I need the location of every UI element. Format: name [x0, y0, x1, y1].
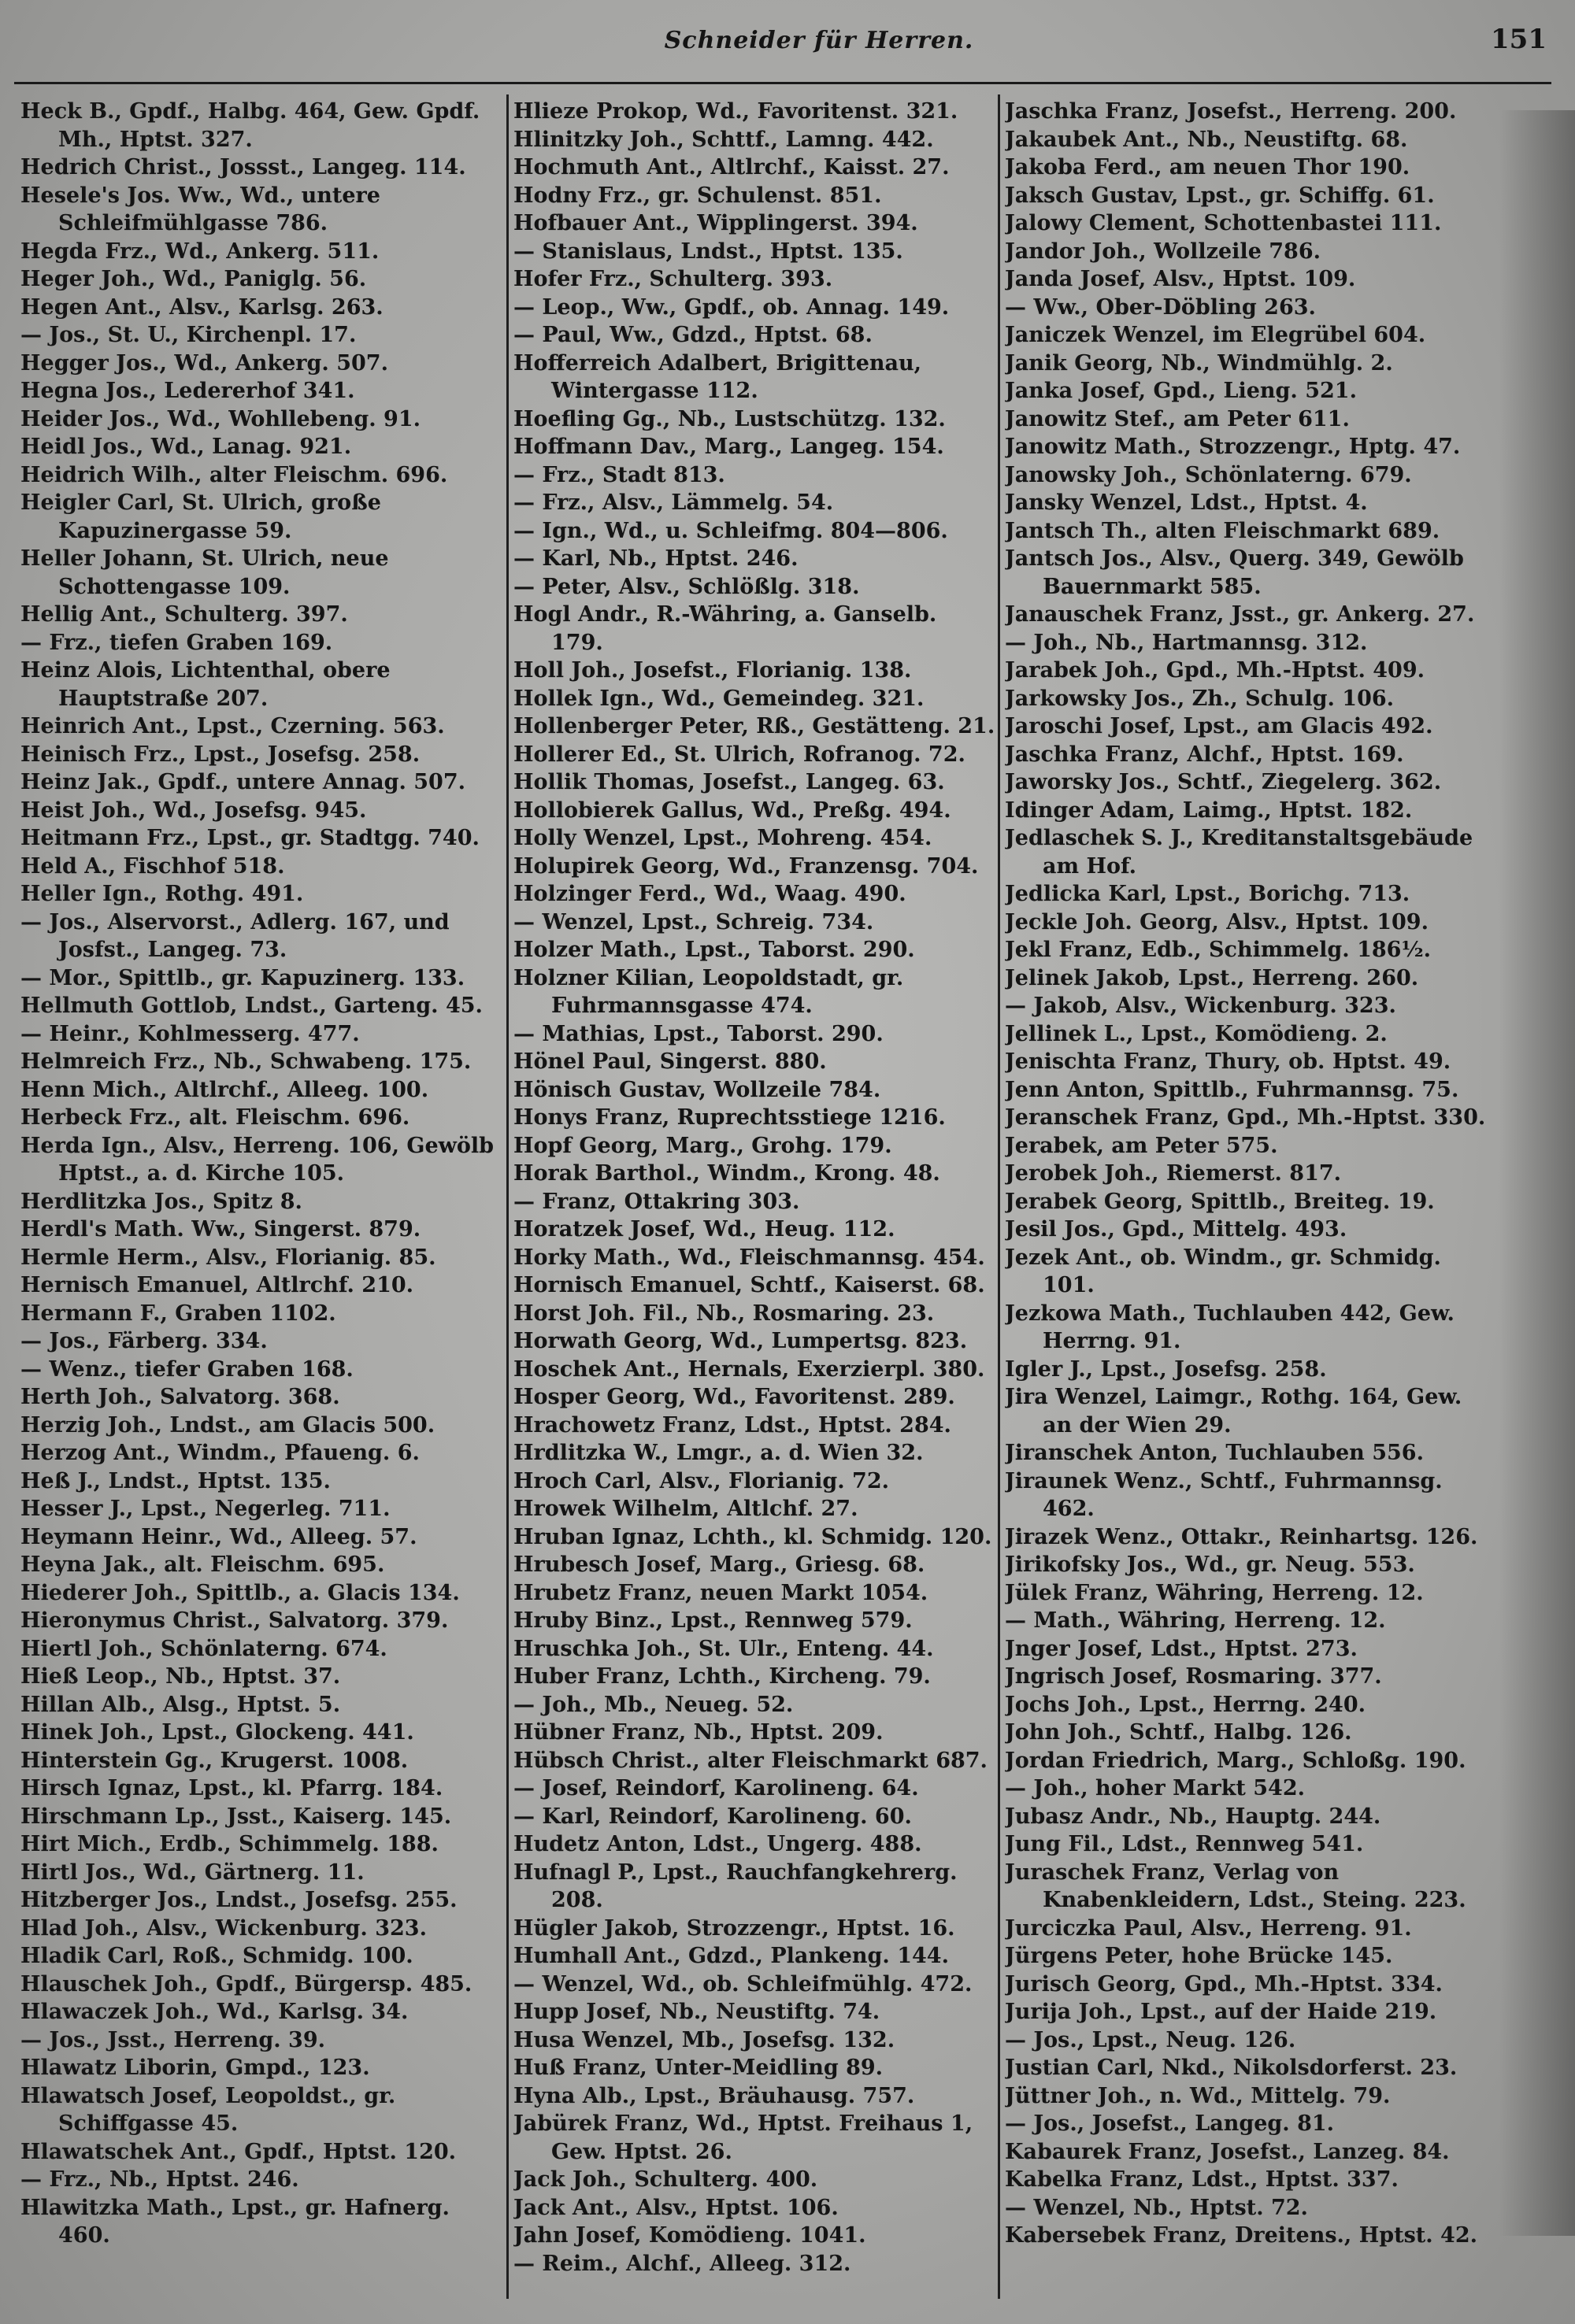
directory-entry: Jeckle Joh. Georg, Alsv., Hptst. 109.	[1005, 909, 1429, 934]
directory-entry: — Jakob, Alsv., Wickenburg. 323.	[1005, 994, 1396, 1018]
directory-entry: Jirikofsky Jos., Wd., gr. Neug. 553.	[1005, 1552, 1415, 1577]
directory-entry: Hofferreich Adalbert, Brigittenau, Wintergasse 112.	[513, 350, 922, 403]
directory-entry: Henn Mich., Altlrchf., Alleeg. 100.	[20, 1077, 429, 1102]
directory-entry: Hügler Jakob, Strozzengr., Hptst. 16.	[513, 1915, 955, 1941]
directory-entry: Holupirek Georg, Wd., Franzensg. 704.	[513, 853, 979, 879]
directory-entry: Hieronymus Christ., Salvatorg. 379.	[20, 1608, 449, 1633]
directory-entry: — Joh., Nb., Hartmannsg. 312.	[1005, 630, 1368, 655]
directory-entry: — Karl, Nb., Hptst. 246.	[513, 546, 799, 571]
directory-entry: Hlieze Prokop, Wd., Favoritenst. 321.	[513, 99, 958, 124]
directory-entry: Horwath Georg, Wd., Lumpertsg. 823.	[513, 1329, 968, 1353]
directory-entry: — Wenzel, Wd., ob. Schleifmühlg. 472.	[513, 1971, 973, 1996]
directory-entry: Hrubesch Josef, Marg., Griesg. 68.	[513, 1552, 925, 1577]
directory-entry: Hupp Josef, Nb., Neustiftg. 74.	[513, 2000, 880, 2024]
directory-entry: Horatzek Josef, Wd., Heug. 112.	[513, 1217, 895, 1242]
directory-entry: Hlad Joh., Alsv., Wickenburg. 323.	[20, 1915, 427, 1941]
directory-entry: Hlinitzky Joh., Schttf., Lamng. 442.	[513, 127, 934, 152]
directory-entry: Jakaubek Ant., Nb., Neustiftg. 68.	[1005, 127, 1408, 152]
directory-entry: Hruban Ignaz, Lchth., kl. Schmidg. 120.	[513, 1524, 992, 1549]
directory-entry: Jenischta Franz, Thury, ob. Hptst. 49.	[1005, 1049, 1451, 1074]
directory-entry: — Math., Währing, Herreng. 12.	[1005, 1608, 1386, 1633]
directory-entry: — Joh., hoher Markt 542.	[1005, 1776, 1306, 1800]
directory-entry: Idinger Adam, Laimg., Hptst. 182.	[1005, 797, 1413, 823]
directory-entry: Hegger Jos., Wd., Ankerg. 507.	[20, 350, 388, 376]
directory-entry: Herbeck Frz., alt. Fleischm. 696.	[20, 1105, 410, 1130]
directory-entry: Heider Jos., Wd., Wohllebeng. 91.	[20, 406, 421, 431]
directory-entry: — Jos., St. U., Kirchenpl. 17.	[20, 323, 357, 347]
directory-entry: Holzer Math., Lpst., Taborst. 290.	[513, 938, 915, 962]
directory-entry: Horky Math., Wd., Fleischmannsg. 454.	[513, 1245, 985, 1270]
directory-entry: Hellmuth Gottlob, Lndst., Garteng. 45.	[20, 994, 483, 1018]
directory-entry: Janik Georg, Nb., Windmühlg. 2.	[1005, 350, 1393, 376]
directory-entry: Jngrisch Josef, Rosmaring. 377.	[1005, 1664, 1382, 1689]
directory-entry: Heidrich Wilh., alter Fleischm. 696.	[20, 462, 448, 487]
directory-entry: Jabürek Franz, Wd., Hptst. Freihaus 1, Gew. Hptst. 26.	[513, 2111, 973, 2164]
directory-entry: Hlauschek Joh., Gpdf., Bürgersp. 485.	[20, 1971, 472, 1996]
directory-entry: Jesil Jos., Gpd., Mittelg. 493.	[1005, 1217, 1347, 1242]
directory-entry: Jarkowsky Jos., Zh., Schulg. 106.	[1005, 686, 1395, 711]
directory-entry: Jantsch Th., alten Fleischmarkt 689.	[1005, 518, 1440, 543]
directory-entry: Hesser J., Lpst., Negerleg. 711.	[20, 1497, 391, 1521]
directory-entry: — Heinr., Kohlmesserg. 477.	[20, 1021, 360, 1046]
directory-entry: Jalowy Clement, Schottenbastei 111.	[1005, 211, 1442, 235]
directory-entry: Heitmann Frz., Lpst., gr. Stadtgg. 740.	[20, 826, 480, 850]
directory-entry: — Frz., Stadt 813.	[513, 462, 725, 487]
directory-entry: — Mor., Spittlb., gr. Kapuzinerg. 133.	[20, 965, 465, 990]
directory-entry: Heinz Jak., Gpdf., untere Annag. 507.	[20, 770, 466, 794]
directory-entry: Hodny Frz., gr. Schulenst. 851.	[513, 183, 882, 208]
directory-entry: Held A., Fischhof 518.	[20, 853, 285, 879]
directory-entry: Honys Franz, Ruprechtsstiege 1216.	[513, 1105, 946, 1130]
page-number: 151	[1491, 24, 1547, 55]
directory-entry: Jelinek Jakob, Lpst., Herreng. 260.	[1005, 965, 1419, 990]
directory-entry: Holl Joh., Josefst., Florianig. 138.	[513, 658, 912, 683]
directory-entry: Heß J., Lndst., Hptst. 135.	[20, 1468, 331, 1493]
directory-entry: Hoffmann Dav., Marg., Langeg. 154.	[513, 435, 944, 459]
directory-entry: — Stanislaus, Lndst., Hptst. 135.	[513, 239, 903, 264]
directory-entry: Jahn Josef, Komödieng. 1041.	[513, 2223, 866, 2248]
directory-entry: Hernisch Emanuel, Altlrchf. 210.	[20, 1273, 414, 1297]
running-header: Schneider für Herren.	[664, 27, 974, 54]
directory-entry: Hönel Paul, Singerst. 880.	[513, 1049, 827, 1074]
directory-entry: Hollobierek Gallus, Wd., Preßg. 494.	[513, 797, 951, 823]
directory-entry: Jellinek L., Lpst., Komödieng. 2.	[1005, 1021, 1388, 1046]
directory-entry: Hudetz Anton, Ldst., Ungerg. 488.	[513, 1832, 922, 1856]
directory-entry: Herth Joh., Salvatorg. 368.	[20, 1385, 340, 1409]
directory-entry: Heller Johann, St. Ulrich, neue Schottengasse 109.	[20, 546, 389, 599]
directory-entry: — Ww., Ober-Döbling 263.	[1005, 294, 1316, 320]
directory-entry: Hirsch Ignaz, Lpst., kl. Pfarrg. 184.	[20, 1776, 443, 1800]
column-divider	[998, 94, 1000, 2299]
directory-entry: Jülek Franz, Währing, Herreng. 12.	[1005, 1580, 1424, 1605]
directory-entry: Hoschek Ant., Hernals, Exerzierpl. 380.	[513, 1356, 985, 1382]
directory-entry: Hollik Thomas, Josefst., Langeg. 63.	[513, 770, 945, 794]
directory-entry: — Jos., Lpst., Neug. 126.	[1005, 2027, 1296, 2052]
directory-entry: — Karl, Reindorf, Karolineng. 60.	[513, 1804, 912, 1829]
directory-entry: Jack Ant., Alsv., Hptst. 106.	[513, 2195, 839, 2220]
directory-entry: Heinrich Ant., Lpst., Czerning. 563.	[20, 714, 445, 738]
directory-entry: Hogl Andr., R.-Währing, a. Ganselb. 179.	[513, 602, 937, 655]
directory-entry: Heinisch Frz., Lpst., Josefsg. 258.	[20, 742, 421, 767]
directory-entry: Jaworsky Jos., Schtf., Ziegelerg. 362.	[1005, 770, 1442, 794]
directory-entry: Hladik Carl, Roß., Schmidg. 100.	[20, 1944, 413, 1968]
directory-entry: Hlawatsch Josef, Leopoldst., gr. Schiffgasse 45.	[20, 2083, 396, 2136]
directory-entry: Holzner Kilian, Leopoldstadt, gr. Fuhrmannsgasse 474.	[513, 965, 904, 1018]
directory-entry: Jnger Josef, Ldst., Hptst. 273.	[1005, 1636, 1358, 1661]
directory-entry: Jenn Anton, Spittlb., Fuhrmannsg. 75.	[1005, 1077, 1459, 1102]
directory-entry: Jaksch Gustav, Lpst., gr. Schiffg. 61.	[1005, 183, 1435, 208]
directory-entry: Hermle Herm., Alsv., Florianig. 85.	[20, 1245, 436, 1270]
directory-entry: Hlawaczek Joh., Wd., Karlsg. 34.	[20, 2000, 409, 2024]
directory-entry: Jürgens Peter, hohe Brücke 145.	[1005, 1944, 1393, 1968]
directory-entry: Holly Wenzel, Lpst., Mohreng. 454.	[513, 826, 932, 850]
directory-entry: Hyna Alb., Lpst., Bräuhausg. 757.	[513, 2083, 915, 2108]
directory-entry: Jekl Franz, Edb., Schimmelg. 186½.	[1005, 938, 1432, 962]
directory-entry: Jaschka Franz, Alchf., Hptst. 169.	[1005, 742, 1404, 767]
directory-entry: Hirtl Jos., Wd., Gärtnerg. 11.	[20, 1860, 365, 1885]
page-edge-shadow	[1499, 110, 1575, 2236]
header-rule	[14, 82, 1551, 84]
directory-entry: Herda Ign., Alsv., Herreng. 106, Gewölb Hptst., a. d. Kirche 105.	[20, 1133, 495, 1186]
directory-entry: Hermann F., Graben 1102.	[20, 1301, 336, 1326]
directory-entry: Hillan Alb., Alsg., Hptst. 5.	[20, 1692, 341, 1717]
directory-entry: Hlawatz Liborin, Gmpd., 123.	[20, 2056, 370, 2080]
directory-entry: Hübsch Christ., alter Fleischmarkt 687.	[513, 1748, 988, 1773]
directory-entry: — Frz., Nb., Hptst. 246.	[20, 2167, 299, 2192]
directory-entry: Jezek Ant., ob. Windm., gr. Schmidg. 101.	[1005, 1245, 1441, 1297]
directory-entry: Hruby Binz., Lpst., Rennweg 579.	[513, 1608, 913, 1633]
directory-entry: Hosper Georg, Wd., Favoritenst. 289.	[513, 1385, 955, 1409]
directory-entry: Jerobek Joh., Riemerst. 817.	[1005, 1161, 1342, 1186]
directory-entry: Jiraunek Wenz., Schtf., Fuhrmannsg. 462.	[1005, 1468, 1443, 1521]
directory-entry: Hirschmann Lp., Jsst., Kaiserg. 145.	[20, 1804, 452, 1829]
directory-entry: Kabelka Franz, Ldst., Hptst. 337.	[1005, 2167, 1399, 2192]
directory-entry: Jochs Joh., Lpst., Herrng. 240.	[1005, 1692, 1366, 1717]
directory-entry: Jaroschi Josef, Lpst., am Glacis 492.	[1005, 714, 1433, 738]
directory-entry: Jansky Wenzel, Ldst., Hptst. 4.	[1005, 490, 1368, 515]
directory-entry: — Frz., Alsv., Lämmelg. 54.	[513, 490, 834, 515]
directory-entry: Heyna Jak., alt. Fleischm. 695.	[20, 1552, 385, 1577]
directory-entry: Jirazek Wenz., Ottakr., Reinhartsg. 126.	[1005, 1524, 1478, 1549]
directory-entry: — Reim., Alchf., Alleeg. 312.	[513, 2251, 851, 2276]
directory-entry: John Joh., Schtf., Halbg. 126.	[1005, 1720, 1352, 1745]
directory-entry: Jurciczka Paul, Alsv., Herreng. 91.	[1005, 1915, 1412, 1941]
directory-entry: Hopf Georg, Marg., Grohg. 179.	[513, 1133, 892, 1158]
directory-entry: Jerabek Georg, Spittlb., Breiteg. 19.	[1005, 1189, 1435, 1214]
directory-entry: — Wenz., tiefer Graben 168.	[20, 1356, 354, 1382]
directory-entry: Hrdlitzka W., Lmgr., a. d. Wien 32.	[513, 1441, 924, 1465]
directory-entry: Horak Barthol., Windm., Krong. 48.	[513, 1161, 940, 1186]
directory-entry: Hufnagl P., Lpst., Rauchfangkehrerg. 208.	[513, 1860, 958, 1912]
directory-entry: Hruschka Joh., St. Ulr., Enteng. 44.	[513, 1636, 934, 1661]
directory-entry: Herdl's Math. Ww., Singerst. 879.	[20, 1217, 421, 1242]
directory-entry: — Josef, Reindorf, Karolineng. 64.	[513, 1776, 919, 1800]
directory-entry: Huß Franz, Unter-Meidling 89.	[513, 2056, 884, 2080]
directory-entry: Horst Joh. Fil., Nb., Rosmaring. 23.	[513, 1301, 935, 1326]
directory-entry: Janka Josef, Gpd., Lieng. 521.	[1005, 379, 1357, 403]
directory-entry: Jantsch Jos., Alsv., Querg. 349, Gewölb Bauernmarkt 585.	[1005, 546, 1464, 599]
directory-entry: — Wenzel, Nb., Hptst. 72.	[1005, 2195, 1308, 2220]
directory-entry: — Franz, Ottakring 303.	[513, 1189, 800, 1214]
directory-entry: Helmreich Frz., Nb., Schwabeng. 175.	[20, 1049, 472, 1074]
directory-entry: Heymann Heinr., Wd., Alleeg. 57.	[20, 1524, 417, 1549]
directory-entry: Hegda Frz., Wd., Ankerg. 511.	[20, 239, 380, 264]
directory-entry: Jedlaschek S. J., Kreditanstaltsgebäude am Hof.	[1005, 826, 1473, 879]
directory-entry: Kabaurek Franz, Josefst., Lanzeg. 84.	[1005, 2139, 1450, 2164]
directory-entry: Jandor Joh., Wollzeile 786.	[1005, 239, 1321, 264]
directory-entry: Jarabek Joh., Gpd., Mh.-Hptst. 409.	[1005, 658, 1425, 683]
directory-entry: Hlawatschek Ant., Gpdf., Hptst. 120.	[20, 2139, 457, 2164]
directory-entry: Heidl Jos., Wd., Lanag. 921.	[20, 435, 352, 459]
directory-entry: — Leop., Ww., Gpdf., ob. Annag. 149.	[513, 294, 950, 320]
directory-entry: — Joh., Mb., Neueg. 52.	[513, 1692, 794, 1717]
directory-entry: Humhall Ant., Gdzd., Plankeng. 144.	[513, 1944, 949, 1968]
directory-entry: Hollenberger Peter, Rß., Gestätteng. 21.	[513, 714, 995, 738]
directory-entry: Hiertl Joh., Schönlaterng. 674.	[20, 1636, 387, 1661]
directory-entry: Hofbauer Ant., Wipplingerst. 394.	[513, 211, 918, 235]
directory-entry: Hrubetz Franz, neuen Markt 1054.	[513, 1580, 928, 1605]
directory-entry: Igler J., Lpst., Josefsg. 258.	[1005, 1356, 1327, 1382]
directory-entry: Hrowek Wilhelm, Altlchf. 27.	[513, 1497, 858, 1521]
directory-entry: Huber Franz, Lchth., Kircheng. 79.	[513, 1664, 931, 1689]
directory-entry: Hübner Franz, Nb., Hptst. 209.	[513, 1720, 884, 1745]
directory-entry: — Jos., Färberg. 334.	[20, 1329, 268, 1353]
directory-entry: Hirt Mich., Erdb., Schimmelg. 188.	[20, 1832, 439, 1856]
directory-entry: Hollek Ign., Wd., Gemeindeg. 321.	[513, 686, 925, 711]
directory-entry: Jiranschek Anton, Tuchlauben 556.	[1005, 1441, 1424, 1465]
directory-entry: Jack Joh., Schulterg. 400.	[513, 2167, 818, 2192]
directory-entry: Heigler Carl, St. Ulrich, große Kapuzinergasse 59.	[20, 490, 381, 543]
directory-entry: Heinz Alois, Lichtenthal, obere Hauptstraße 207.	[20, 658, 391, 711]
directory-entry: Hinek Joh., Lpst., Glockeng. 441.	[20, 1720, 414, 1745]
directory-entry: Hitzberger Jos., Lndst., Josefsg. 255.	[20, 1888, 458, 1912]
directory-entry: Hegna Jos., Ledererhof 341.	[20, 379, 355, 403]
directory-entry: Herzog Ant., Windm., Pfaueng. 6.	[20, 1441, 420, 1465]
directory-entry: Hroch Carl, Alsv., Florianig. 72.	[513, 1468, 890, 1493]
directory-entry: Hönisch Gustav, Wollzeile 784.	[513, 1077, 881, 1102]
directory-entry: Janiczek Wenzel, im Elegrübel 604.	[1005, 323, 1426, 347]
directory-entry: Hrachowetz Franz, Ldst., Hptst. 284.	[513, 1412, 951, 1438]
directory-entry: Jeranschek Franz, Gpd., Mh.-Hptst. 330.	[1005, 1105, 1486, 1130]
directory-entry: Hollerer Ed., St. Ulrich, Rofranog. 72.	[513, 742, 965, 767]
directory-entry: Herzig Joh., Lndst., am Glacis 500.	[20, 1412, 435, 1438]
directory-entry: Hochmuth Ant., Altlrchf., Kaisst. 27.	[513, 155, 950, 179]
directory-entry: Herdlitzka Jos., Spitz 8.	[20, 1189, 302, 1214]
directory-entry: — Jos., Josefst., Langeg. 81.	[1005, 2111, 1335, 2136]
directory-entry: Jezkowa Math., Tuchlauben 442, Gew. Herrng. 91.	[1005, 1301, 1455, 1353]
directory-entry: Hinterstein Gg., Krugerst. 1008.	[20, 1748, 409, 1773]
directory-entry: Heck B., Gpdf., Halbg. 464, Gew. Gpdf. Mh., Hptst. 327.	[20, 99, 480, 152]
directory-entry: — Peter, Alsv., Schlößlg. 318.	[513, 574, 860, 599]
directory-entry: Jerabek, am Peter 575.	[1005, 1133, 1278, 1158]
directory-entry: Jira Wenzel, Laimgr., Rothg. 164, Gew. an der Wien 29.	[1005, 1385, 1462, 1438]
column-divider	[506, 94, 509, 2299]
directory-entry: Janda Josef, Alsv., Hptst. 109.	[1005, 267, 1356, 291]
directory-entry: — Mathias, Lpst., Taborst. 290.	[513, 1021, 884, 1046]
directory-entry: Jakoba Ferd., am neuen Thor 190.	[1005, 155, 1410, 179]
directory-entry: Hoefling Gg., Nb., Lustschützg. 132.	[513, 406, 946, 431]
directory-entry: Heist Joh., Wd., Josefsg. 945.	[20, 797, 367, 823]
directory-entry: Jurija Joh., Lpst., auf der Haide 219.	[1005, 2000, 1437, 2024]
directory-entry: Hiederer Joh., Spittlb., a. Glacis 134.	[20, 1580, 460, 1605]
directory-entry: Heger Joh., Wd., Paniglg. 56.	[20, 267, 367, 291]
directory-entry: Kabersebek Franz, Dreitens., Hptst. 42.	[1005, 2223, 1478, 2248]
directory-entry: Jedlicka Karl, Lpst., Borichg. 713.	[1005, 882, 1410, 906]
directory-entry: Hofer Frz., Schulterg. 393.	[513, 267, 833, 291]
directory-entry: Jubasz Andr., Nb., Hauptg. 244.	[1005, 1804, 1381, 1829]
directory-entry: Juraschek Franz, Verlag von Knabenkleidern, Ldst., Steing. 223.	[1005, 1860, 1466, 1912]
column-2	[513, 98, 995, 2302]
directory-entry: Heller Ign., Rothg. 491.	[20, 882, 304, 906]
directory-entry: — Paul, Ww., Gdzd., Hptst. 68.	[513, 323, 873, 347]
directory-entry: Hlawitzka Math., Lpst., gr. Hafnerg. 460.	[20, 2195, 450, 2248]
directory-entry: Jung Fil., Ldst., Rennweg 541.	[1005, 1832, 1364, 1856]
directory-entry: Holzinger Ferd., Wd., Waag. 490.	[513, 882, 906, 906]
directory-entry: Hellig Ant., Schulterg. 397.	[20, 602, 348, 627]
directory-entry: Hieß Leop., Nb., Hptst. 37.	[20, 1664, 341, 1689]
directory-entry: Hornisch Emanuel, Schtf., Kaiserst. 68.	[513, 1273, 985, 1297]
directory-entry: Jordan Friedrich, Marg., Schloßg. 190.	[1005, 1748, 1466, 1773]
directory-entry: — Wenzel, Lpst., Schreig. 734.	[513, 909, 874, 934]
directory-entry: — Jos., Jsst., Herreng. 39.	[20, 2027, 326, 2052]
directory-entry: Janowsky Joh., Schönlaterng. 679.	[1005, 462, 1412, 487]
directory-entry: Jaschka Franz, Josefst., Herreng. 200.	[1005, 99, 1457, 124]
directory-entry: Janauschek Franz, Jsst., gr. Ankerg. 27.	[1005, 602, 1475, 627]
directory-entry: Husa Wenzel, Mb., Josefsg. 132.	[513, 2027, 895, 2052]
directory-entry: Hesele's Jos. Ww., Wd., untere Schleifmühlgasse 786.	[20, 183, 380, 235]
directory-entry: — Jos., Alservorst., Adlerg. 167, und Josfst., Langeg. 73.	[20, 909, 450, 962]
directory-entry: Janowitz Stef., am Peter 611.	[1005, 406, 1350, 431]
directory-entry: — Frz., tiefen Graben 169.	[20, 630, 333, 655]
directory-entry: — Ign., Wd., u. Schleifmg. 804—806.	[513, 518, 948, 543]
directory-entry: Jurisch Georg, Gpd., Mh.-Hptst. 334.	[1005, 1971, 1443, 1996]
column-3	[1005, 98, 1493, 2302]
column-1	[20, 98, 502, 2302]
directory-entry: Janowitz Math., Strozzengr., Hptg. 47.	[1005, 435, 1461, 459]
directory-entry: Hedrich Christ., Jossst., Langeg. 114.	[20, 155, 466, 179]
directory-entry: Justian Carl, Nkd., Nikolsdorferst. 23.	[1005, 2056, 1458, 2080]
directory-entry: Jüttner Joh., n. Wd., Mittelg. 79.	[1005, 2083, 1391, 2108]
directory-entry: Hegen Ant., Alsv., Karlsg. 263.	[20, 294, 384, 320]
